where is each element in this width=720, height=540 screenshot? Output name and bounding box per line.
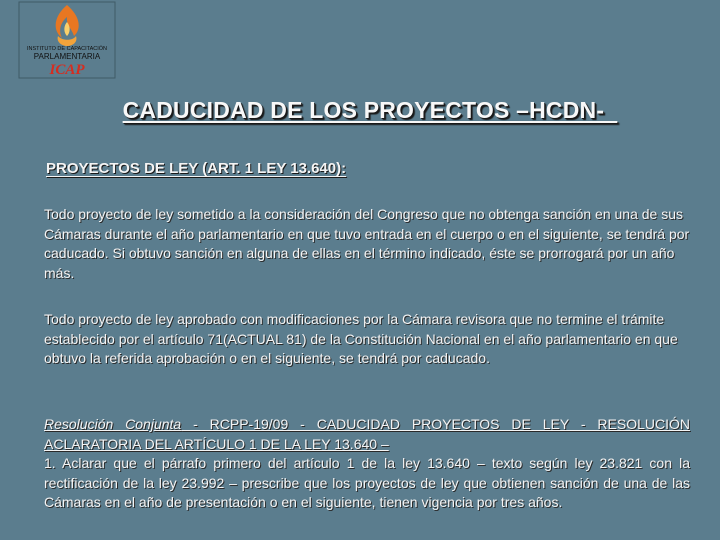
logo-line2: PARLAMENTARIA bbox=[33, 52, 101, 61]
resolution-body: 1. Aclarar que el párrafo primero del artículo 1 de la ley 13.640 – texto según ley 23.821 con la rectificación de la ley 23.992 – prescribe que los proyectos de ley que obtienen sanción de una de las Cámaras en el año de presentación o en el siguiente, tienen vigencia por tres años. bbox=[44, 455, 690, 510]
logo-line1: INSTITUTO DE CAPACITACIÓN bbox=[26, 46, 108, 52]
resolution-block bbox=[44, 415, 690, 513]
resolution-label: Resolución Conjunta bbox=[44, 416, 182, 432]
icap-logo bbox=[18, 0, 116, 80]
paragraph-2: Todo proyecto de ley aprobado con modificaciones por la Cámara revisora que no termine el trámite establecido por el artículo 71(ACTUAL 81) de la Constitución Nacional en el año parlamentario en que obtuvo la referida aprobación o en el siguiente, se tendrá por caducado. bbox=[44, 311, 678, 366]
paragraph-1: Todo proyecto de ley sometido a la consideración del Congreso que no obtenga sanción en una de sus Cámaras durante el año parlamentario en que tuvo entrada en el cuerpo o en el siguiente, se tendrá por caducado. Si obtuvo sanción en alguna de ellas en el término indicado, éste se prorrogará por un año más. bbox=[44, 206, 690, 281]
resolution-heading bbox=[44, 416, 690, 452]
logo-acronym: ICAP bbox=[49, 62, 85, 78]
resolution-heading-text: - RCPP-19/09 - CADUCIDAD PROYECTOS DE LEY - RESOLUCIÓN ACLARATORIA DEL ARTÍCULO 1 DE LA LEY 13.640 – bbox=[44, 416, 690, 452]
section-subtitle: PROYECTOS DE LEY (ART. 1 LEY 13.640): bbox=[46, 160, 347, 177]
page-title: CADUCIDAD DE LOS PROYECTOS –HCDN- bbox=[122, 97, 618, 123]
